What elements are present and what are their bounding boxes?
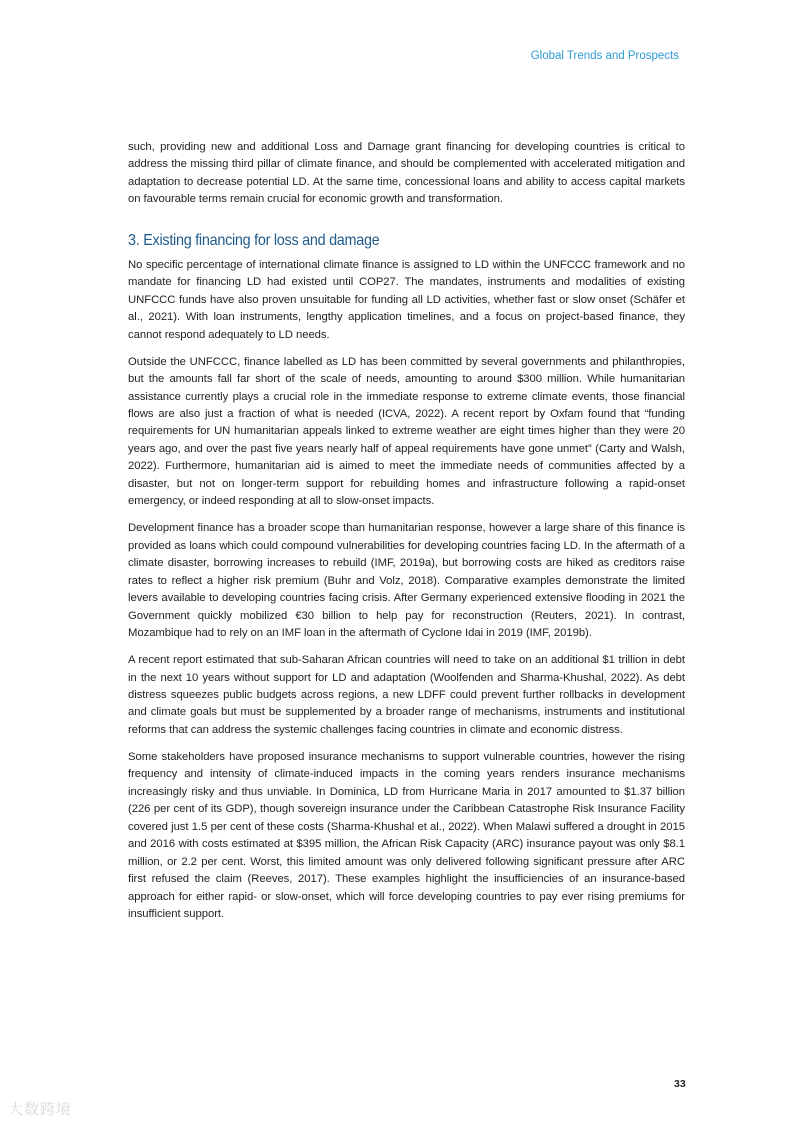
- paragraph: A recent report estimated that sub-Saharan African countries will need to take on an additional $1 trillion in debt in the next 10 years without support for LD and adaptation (Woolfenden and Sharma-Khushal, 2022). As debt distress squeezes public budgets across regions, a new LDFF could prevent further rollbacks in development and climate goals but must be supplemented by a broader range of mechanisms, instruments and institutional reforms that can address the systemic challenges facing countries in climate and economic distress.: [128, 654, 685, 736]
- page-number: 33: [674, 1078, 686, 1090]
- paragraph: No specific percentage of international climate finance is assigned to LD within the UNFCCC framework and no mandate for financing LD had existed until COP27. The mandates, instruments and modalities of existing UNFCCC funds have also proven unsuitable for funding all LD activities, whether fast or slow onset (Schäfer et al., 2021). With loan instruments, lengthy application timelines, and a focus on project-based finance, they cannot respond adequately to LD needs.: [128, 258, 685, 341]
- running-header-title: Global Trends and Prospects: [530, 50, 679, 62]
- intro-paragraph: such, providing new and additional Loss and Damage grant financing for developing countries is critical to address the missing third pillar of climate finance, and should be complemented with accelerated mitigation and adaptation to decrease potential LD. At the same time, concessional loans and ability to access capital markets on favourable terms remain crucial for economic growth and transformation.: [128, 141, 685, 206]
- section-heading: 3. Existing financing for loss and damage: [128, 231, 380, 249]
- paragraph: Development finance has a broader scope than humanitarian response, however a large share of this finance is provided as loans which could compound vulnerabilities for developing countries facing LD. In the aftermath of a climate disaster, borrowing increases to rebuild (IMF, 2019a), but borrowing costs are hiked as creditors raise rates to reflect a higher risk premium (Buhr and Volz, 2018). Comparative examples demonstrate the limited levers available to developing countries facing crisis. After Germany experienced extensive flooding in 2021 the Government quickly mobilized €30 billion to help pay for reconstruction (Reuters, 2021). In contrast, Mozambique had to rely on an IMF loan in the aftermath of Cyclone Idai in 2019 (IMF, 2019b).: [128, 522, 685, 640]
- paragraph: Outside the UNFCCC, finance labelled as LD has been committed by several governments and philanthropies, but the amounts fall far short of the scale of needs, amounting to around $300 million. While humanitarian assistance currently plays a crucial role in the immediate response to extreme climate events, those financial flows are also just a fraction of what is needed (ICVA, 2022). A recent report by Oxfam found that “funding requirements for UN humanitarian appeals linked to extreme weather are eight times higher than they were 20 years ago, and over the past five years nearly half of appeal requirements have gone unmet” (Carty and Walsh, 2022). Furthermore, humanitarian aid is aimed to meet the immediate needs of communities affected by a disaster, but not on longer-term support for rebuilding homes and infrastructure following a rapid-onset emergency, or indeed responding at all to slow-onset impacts.: [128, 355, 685, 508]
- watermark-logo: 大数跨境: [8, 1101, 73, 1118]
- paragraph: Some stakeholders have proposed insurance mechanisms to support vulnerable countries, however the rising frequency and intensity of climate-induced impacts in the coming years renders insurance mechanisms increasingly risky and thus unviable. In Dominica, LD from Hurricane Maria in 2017 amounted to $1.37 billion (226 per cent of its GDP), though sovereign insurance under the Caribbean Catastrophe Risk Insurance Facility covered just 1.5 per cent of these costs (Sharma-Khushal et al., 2022). When Malawi suffered a drought in 2015 and 2016 with costs estimated at $395 million, the African Risk Capacity (ARC) insurance payout was only $8.1 million, or 2.2 per cent. Worst, this limited amount was only delivered following significant pressure after ARC first refused the claim (Reeves, 2017). These examples highlight the insufficiencies of an insurance-based approach for either rapid- or slow-onset, which will force developing countries to pay ever rising premiums for insufficient support.: [128, 750, 685, 921]
- page-body: [128, 139, 685, 933]
